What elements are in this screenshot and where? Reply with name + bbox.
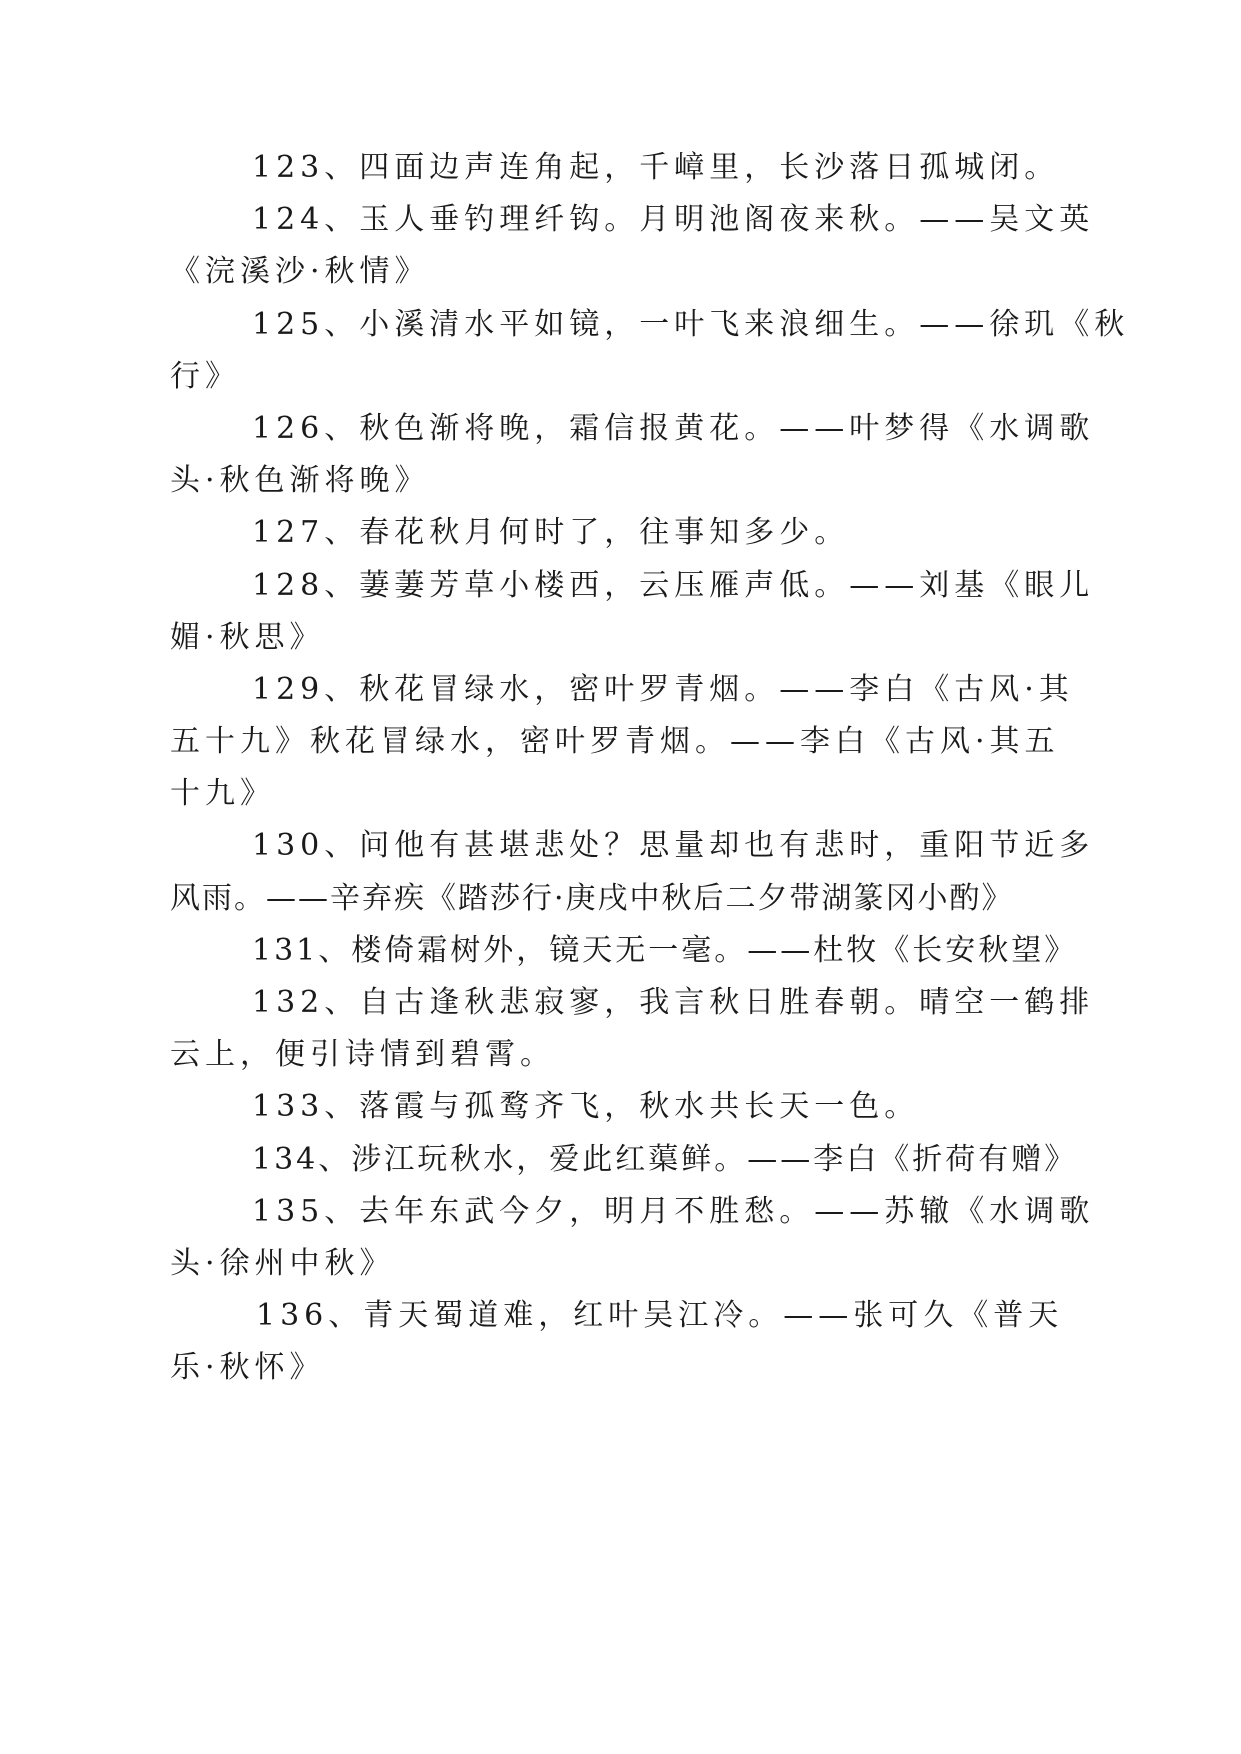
poem-line-126: 126、秋色渐将晚，霜信报黄花。——叶梦得《水调歌 <box>252 411 1095 446</box>
poem-line-136-cont: 乐·秋怀》 <box>170 1350 325 1385</box>
poem-line-124-cont: 《浣溪沙·秋情》 <box>170 254 430 289</box>
poem-line-132-cont: 云上，便引诗情到碧霄。 <box>170 1037 555 1072</box>
poem-line-126-cont: 头·秋色渐将晚》 <box>170 463 430 498</box>
poem-line-127: 127、春花秋月何时了，往事知多少。 <box>252 515 850 550</box>
poem-line-133: 133、落霞与孤鹜齐飞，秋水共长天一色。 <box>252 1089 920 1124</box>
poem-line-130-cont: 风雨。——辛弃疾《踏莎行·庚戌中秋后二夕带湖篆冈小酌》 <box>170 881 1014 916</box>
poem-line-135-cont: 头·徐州中秋》 <box>170 1246 395 1281</box>
poem-line-136: 136、青天蜀道难，红叶吴江冷。——张可久《普天 <box>256 1298 1064 1333</box>
poem-line-134: 134、涉江玩秋水，爱此红蕖鲜。——李白《折荷有赠》 <box>252 1142 1078 1177</box>
poem-line-130: 130、问他有甚堪悲处？思量却也有悲时，重阳节近多 <box>252 828 1095 863</box>
poem-line-132: 132、自古逢秋悲寂寥，我言秋日胜春朝。晴空一鹤排 <box>252 985 1095 1020</box>
poem-line-124: 124、玉人垂钓理纤钩。月明池阁夜来秋。——吴文英 <box>252 202 1095 237</box>
poem-line-129-cont: 五十九》秋花冒绿水，密叶罗青烟。——李白《古风·其五 <box>170 724 1060 759</box>
poem-line-128-cont: 媚·秋思》 <box>170 620 325 655</box>
poem-line-135: 135、去年东武今夕，明月不胜愁。——苏辙《水调歌 <box>252 1194 1095 1229</box>
poem-line-125: 125、小溪清水平如镜，一叶飞来浪细生。——徐玑《秋 <box>252 307 1130 342</box>
poem-line-128: 128、萋萋芳草小楼西，云压雁声低。——刘基《眼儿 <box>252 568 1095 603</box>
poem-line-123: 123、四面边声连角起，千嶂里，长沙落日孤城闭。 <box>252 150 1060 185</box>
poem-line-125-cont: 行》 <box>170 359 240 394</box>
poem-line-131: 131、楼倚霜树外，镜天无一毫。——杜牧《长安秋望》 <box>252 933 1078 968</box>
poem-line-129-end: 十九》 <box>170 776 275 811</box>
poem-line-129: 129、秋花冒绿水，密叶罗青烟。——李白《古风·其 <box>252 672 1074 707</box>
